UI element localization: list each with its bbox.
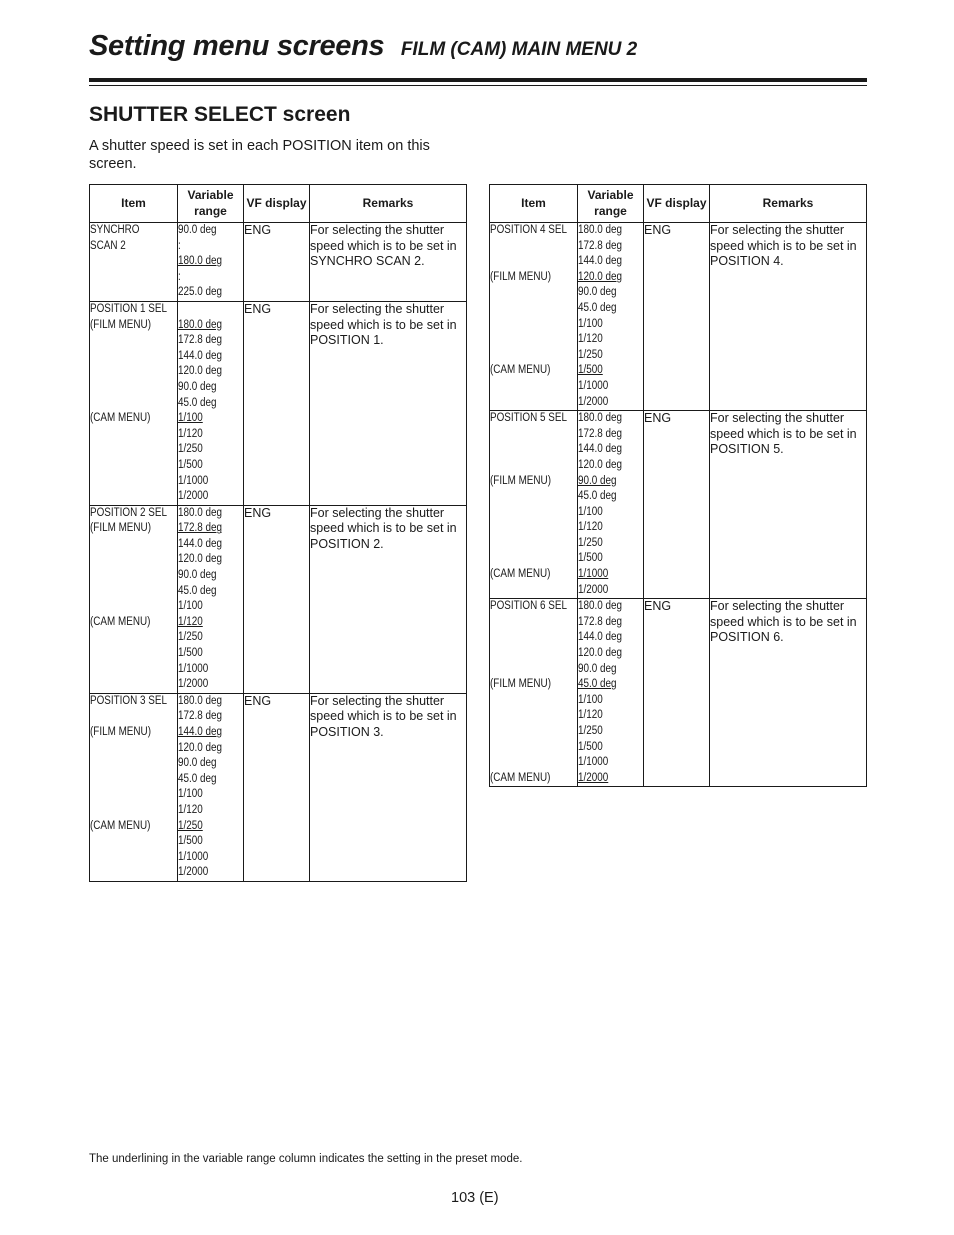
item-line bbox=[90, 333, 165, 349]
item-cell bbox=[490, 223, 578, 411]
remarks-cell: For selecting the shutter speed which is to be set in SYNCHRO SCAN 2. bbox=[310, 223, 467, 302]
item-line bbox=[490, 442, 565, 458]
item-line bbox=[490, 489, 565, 505]
range-value: 90.0 deg bbox=[578, 286, 617, 299]
item-line bbox=[90, 756, 165, 772]
range-value: 120.0 deg bbox=[178, 365, 223, 378]
preset-value: 180.0 deg bbox=[178, 318, 223, 331]
range-value: 90.0 deg bbox=[178, 569, 217, 582]
item-line: SYNCHRO bbox=[90, 224, 140, 236]
item-line bbox=[90, 349, 165, 365]
range-value: 144.0 deg bbox=[578, 631, 623, 644]
item-line: (FILM MENU) bbox=[90, 726, 151, 738]
range-value: 172.8 deg bbox=[178, 334, 223, 347]
preset-value: 90.0 deg bbox=[578, 474, 617, 487]
item-cell bbox=[90, 301, 178, 505]
range-cell bbox=[178, 301, 244, 505]
item-line: POSITION 3 SEL bbox=[90, 694, 167, 707]
range-value: 1/100 bbox=[578, 505, 603, 518]
range-value: 144.0 deg bbox=[178, 537, 223, 550]
vf-display-cell: ENG bbox=[244, 301, 310, 505]
range-value: 144.0 deg bbox=[178, 349, 223, 362]
range-value: 1/1000 bbox=[178, 662, 209, 675]
range-value: 1/2000 bbox=[178, 678, 209, 691]
item-line: (CAM MENU) bbox=[90, 819, 151, 832]
item-line bbox=[490, 755, 565, 771]
item-line bbox=[90, 396, 165, 412]
header-vf: VF display bbox=[644, 185, 710, 223]
preset-value: 1/120 bbox=[178, 615, 203, 628]
range-value: 180.0 deg bbox=[578, 412, 623, 425]
range-value: 90.0 deg bbox=[178, 224, 217, 236]
vf-display-cell: ENG bbox=[244, 505, 310, 693]
range-value: 225.0 deg bbox=[178, 286, 223, 299]
item-line: (FILM MENU) bbox=[490, 270, 551, 283]
item-line bbox=[490, 301, 565, 317]
vf-display-cell: ENG bbox=[244, 693, 310, 881]
range-value: 1/500 bbox=[178, 835, 203, 848]
preset-value: 1/500 bbox=[578, 364, 603, 377]
range-value: 1/100 bbox=[578, 693, 603, 706]
range-value: 1/100 bbox=[578, 317, 603, 330]
item-cell bbox=[90, 693, 178, 881]
item-line bbox=[490, 348, 565, 364]
header-vf: VF display bbox=[244, 185, 310, 223]
preset-value: 180.0 deg bbox=[178, 255, 223, 268]
item-line: SCAN 2 bbox=[90, 239, 126, 252]
range-cell bbox=[578, 411, 644, 599]
header-remarks: Remarks bbox=[710, 185, 867, 223]
range-value: 1/250 bbox=[178, 631, 203, 644]
remarks-cell: For selecting the shutter speed which is to be set in POSITION 1. bbox=[310, 301, 467, 505]
table-row bbox=[490, 411, 867, 599]
range-value: 1/250 bbox=[578, 725, 603, 737]
range-value: 1/120 bbox=[578, 333, 603, 346]
item-line bbox=[490, 724, 565, 740]
item-line: (CAM MENU) bbox=[490, 771, 551, 784]
range-cell bbox=[578, 599, 644, 787]
item-line bbox=[90, 803, 165, 819]
range-cell bbox=[178, 693, 244, 881]
page-number: 103 (E) bbox=[451, 1190, 499, 1206]
range-value: 1/120 bbox=[578, 709, 603, 722]
item-line bbox=[490, 427, 565, 443]
range-value: 1/2000 bbox=[578, 583, 609, 596]
range-value: 45.0 deg bbox=[578, 301, 617, 314]
item-line bbox=[90, 599, 165, 615]
item-line bbox=[490, 708, 565, 724]
table-row bbox=[490, 599, 867, 787]
range-value: 90.0 deg bbox=[578, 662, 617, 675]
vf-display-cell: ENG bbox=[644, 223, 710, 411]
vf-display-cell: ENG bbox=[244, 223, 310, 302]
vf-display-cell: ENG bbox=[644, 599, 710, 787]
remarks-cell: For selecting the shutter speed which is to be set in POSITION 5. bbox=[710, 411, 867, 599]
range-value: 45.0 deg bbox=[178, 584, 217, 597]
item-line bbox=[490, 630, 565, 646]
item-cell bbox=[90, 223, 178, 302]
range-value bbox=[178, 302, 234, 318]
item-line bbox=[490, 662, 565, 678]
item-line: (FILM MENU) bbox=[490, 678, 551, 691]
item-line bbox=[490, 615, 565, 631]
range-value: 1/250 bbox=[178, 443, 203, 456]
range-value: 1/120 bbox=[178, 427, 203, 440]
item-line bbox=[490, 646, 565, 662]
range-value: 172.8 deg bbox=[578, 239, 623, 252]
item-line bbox=[490, 458, 565, 474]
table-header-row bbox=[90, 185, 467, 223]
header-remarks: Remarks bbox=[310, 185, 467, 223]
item-line bbox=[490, 317, 565, 333]
range-value: 1/250 bbox=[578, 536, 603, 549]
item-line: (FILM MENU) bbox=[490, 474, 551, 487]
item-line bbox=[90, 741, 165, 757]
remarks-cell: For selecting the shutter speed which is to be set in POSITION 4. bbox=[710, 223, 867, 411]
item-line: (CAM MENU) bbox=[490, 568, 551, 581]
vf-display-cell: ENG bbox=[644, 411, 710, 599]
range-value: : bbox=[178, 270, 181, 283]
item-line bbox=[490, 285, 565, 301]
item-line bbox=[90, 364, 165, 380]
table-row bbox=[90, 505, 467, 693]
item-cell bbox=[490, 411, 578, 599]
item-line bbox=[490, 332, 565, 348]
range-value: 1/250 bbox=[578, 348, 603, 361]
range-value: 1/500 bbox=[578, 552, 603, 565]
item-line: (FILM MENU) bbox=[90, 318, 151, 331]
page-title-main: Setting menu screens bbox=[89, 30, 385, 62]
preset-value: 1/2000 bbox=[578, 771, 609, 784]
item-cell bbox=[90, 505, 178, 693]
item-line bbox=[490, 239, 565, 255]
item-line: POSITION 2 SEL bbox=[90, 506, 167, 519]
item-line bbox=[490, 551, 565, 567]
preset-value: 120.0 deg bbox=[578, 270, 623, 283]
remarks-cell: For selecting the shutter speed which is to be set in POSITION 6. bbox=[710, 599, 867, 787]
range-value: 144.0 deg bbox=[578, 443, 623, 456]
page-title-sub: FILM (CAM) MAIN MENU 2 bbox=[400, 39, 638, 60]
item-cell bbox=[490, 599, 578, 787]
range-value: 180.0 deg bbox=[178, 694, 223, 707]
page-title bbox=[89, 30, 637, 63]
item-line: (FILM MENU) bbox=[90, 522, 151, 535]
header-range: Variable range bbox=[178, 185, 244, 223]
range-value: 1/120 bbox=[578, 521, 603, 534]
range-value: 1/500 bbox=[578, 740, 603, 753]
item-line bbox=[90, 787, 165, 803]
table-row bbox=[490, 223, 867, 411]
item-line: (CAM MENU) bbox=[490, 364, 551, 377]
section-heading: SHUTTER SELECT screen bbox=[89, 103, 351, 126]
item-line bbox=[90, 568, 165, 584]
item-line: (CAM MENU) bbox=[90, 615, 151, 628]
item-line: POSITION 6 SEL bbox=[490, 600, 567, 613]
item-line bbox=[490, 254, 565, 270]
preset-value: 172.8 deg bbox=[178, 522, 223, 535]
range-cell bbox=[578, 223, 644, 411]
shutter-table-left bbox=[89, 184, 467, 882]
preset-value: 45.0 deg bbox=[578, 678, 617, 691]
table-header-row bbox=[490, 185, 867, 223]
range-value: 120.0 deg bbox=[178, 553, 223, 566]
range-value: 1/500 bbox=[178, 458, 203, 471]
remarks-cell: For selecting the shutter speed which is to be set in POSITION 3. bbox=[310, 693, 467, 881]
range-value: 1/100 bbox=[178, 788, 203, 801]
range-cell bbox=[178, 223, 244, 302]
range-value: 120.0 deg bbox=[578, 647, 623, 660]
item-line: POSITION 1 SEL bbox=[90, 302, 167, 315]
range-value: 172.8 deg bbox=[578, 615, 623, 628]
range-value: 1/100 bbox=[178, 600, 203, 613]
table-row bbox=[90, 693, 467, 881]
item-line bbox=[490, 536, 565, 552]
header-rule-thick bbox=[89, 78, 867, 82]
range-value: 1/2000 bbox=[178, 866, 209, 879]
item-line: POSITION 4 SEL bbox=[490, 224, 567, 236]
item-line bbox=[90, 772, 165, 788]
range-value: 1/1000 bbox=[178, 474, 209, 487]
item-line bbox=[490, 740, 565, 756]
header-item: Item bbox=[490, 185, 578, 223]
section-intro: A shutter speed is set in each POSITION item on this screen. bbox=[89, 138, 430, 172]
range-value: 1/1000 bbox=[178, 850, 209, 863]
range-value: 1/120 bbox=[178, 803, 203, 816]
range-value: 180.0 deg bbox=[578, 224, 623, 236]
remarks-cell: For selecting the shutter speed which is to be set in POSITION 2. bbox=[310, 505, 467, 693]
preset-value: 144.0 deg bbox=[178, 726, 223, 738]
header-item: Item bbox=[90, 185, 178, 223]
range-value: 45.0 deg bbox=[578, 490, 617, 503]
table-row bbox=[90, 223, 467, 302]
item-line bbox=[490, 520, 565, 536]
item-line bbox=[490, 693, 565, 709]
range-value: 45.0 deg bbox=[178, 772, 217, 785]
preset-value: 1/1000 bbox=[578, 568, 609, 581]
item-line: POSITION 5 SEL bbox=[490, 412, 567, 425]
range-value: 144.0 deg bbox=[578, 255, 623, 268]
range-value: 120.0 deg bbox=[178, 741, 223, 754]
item-line bbox=[90, 537, 165, 553]
header-rule-thin bbox=[89, 85, 867, 86]
item-line: (CAM MENU) bbox=[90, 412, 151, 425]
preset-value: 1/250 bbox=[178, 819, 203, 832]
footnote: The underlining in the variable range column indicates the setting in the preset mode. bbox=[89, 1153, 523, 1165]
item-line bbox=[490, 505, 565, 521]
table-row bbox=[90, 301, 467, 505]
range-value: 1/2000 bbox=[178, 490, 209, 503]
range-value: 172.8 deg bbox=[578, 427, 623, 440]
range-value: 180.0 deg bbox=[178, 506, 223, 519]
range-cell bbox=[178, 505, 244, 693]
range-value: 90.0 deg bbox=[178, 380, 217, 393]
range-value: 1/2000 bbox=[578, 395, 609, 408]
range-value: 172.8 deg bbox=[178, 710, 223, 723]
range-value: 180.0 deg bbox=[578, 600, 623, 613]
preset-value: 1/100 bbox=[178, 412, 203, 425]
range-value: 120.0 deg bbox=[578, 458, 623, 471]
shutter-table-right bbox=[489, 184, 867, 787]
item-line bbox=[90, 709, 165, 725]
item-line bbox=[90, 380, 165, 396]
item-line bbox=[90, 584, 165, 600]
range-value: 1/500 bbox=[178, 647, 203, 660]
range-value: 1/1000 bbox=[578, 756, 609, 769]
range-value: 1/1000 bbox=[578, 379, 609, 392]
header-range: Variable range bbox=[578, 185, 644, 223]
range-value: 45.0 deg bbox=[178, 396, 217, 409]
range-value: : bbox=[178, 239, 181, 252]
item-line bbox=[90, 552, 165, 568]
range-value: 90.0 deg bbox=[178, 757, 217, 770]
